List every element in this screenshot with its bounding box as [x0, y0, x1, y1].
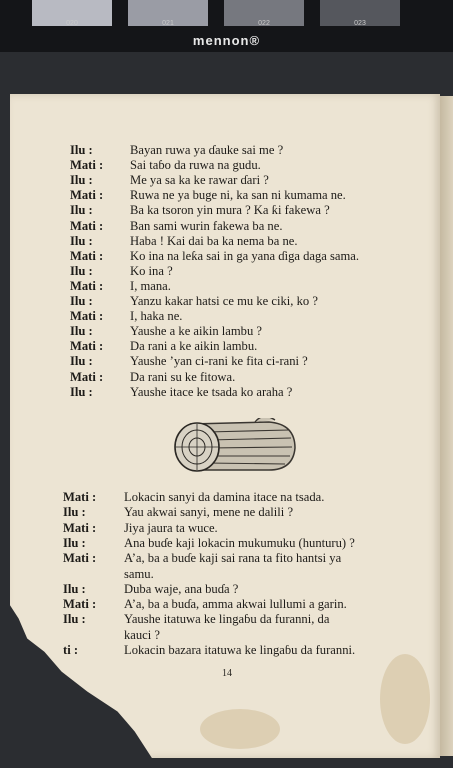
swatch-label-020: 020: [66, 20, 78, 27]
speaker-label: Ilu :: [70, 143, 93, 157]
dialogue-line: Haba ! Kai dai ba ka nema ba ne.: [130, 233, 298, 248]
speaker-label: Ilu :: [63, 612, 86, 627]
speaker-label: Ilu :: [63, 505, 86, 520]
dialogue-line: Bayan ruwa ya ɗauke sai me ?: [130, 143, 284, 157]
dialogue-line: Yaushe itatuwa ke lingaɓu da furanni, da: [124, 612, 330, 627]
water-stain: [200, 709, 280, 749]
speaker-label: ti :: [63, 643, 79, 657]
color-checker-strip: [0, 0, 453, 52]
page-number: 14: [222, 668, 232, 679]
speaker-label: Ilu :: [70, 233, 93, 248]
dialogue-line: A’a, ba a buɗe kaji sai rana ta fito hantsi ya: [124, 551, 342, 566]
dialogue-line: Ana buɗe kaji lokacin mukumuku (hunturu) ?: [124, 535, 355, 550]
speaker-label: Ilu :: [70, 354, 93, 369]
brand-logo: mennon®: [192, 33, 261, 48]
dialogue-line: Yanzu kakar hatsi ce mu ke ciki, ko ?: [130, 294, 318, 308]
dialogue-line: Yaushe a ke aikin lambu ?: [130, 324, 262, 339]
speaker-label: Ilu :: [63, 581, 86, 596]
dialogue-line: I, haka ne.: [130, 309, 183, 324]
speaker-label: Ilu :: [70, 324, 93, 339]
dialogue-line: Da rani su ke fitowa.: [130, 369, 236, 384]
speaker-label: Ilu :: [70, 384, 93, 399]
speaker-label: Mati :: [70, 309, 104, 324]
speaker-label: Mati :: [63, 597, 97, 612]
dialogue-line: Ko ina na leƙa sai in ga yana ɗiga daga sama.: [130, 248, 360, 263]
speaker-label: Ilu :: [70, 294, 93, 308]
speaker-label: Mati :: [63, 520, 97, 535]
dialogue-line: Yaushe ’yan ci-rani ke fita ci-rani ?: [130, 354, 308, 369]
dialogue-line: Ruwa ne ya buge ni, ka san ni kumama ne.: [130, 188, 346, 203]
dialogue-line: Yaushe itace ke tsada ko araha ?: [130, 384, 293, 399]
speaker-label: Mati :: [70, 278, 104, 293]
dialogue-line: Duba waje, ana buɗa ?: [124, 581, 239, 596]
dialogue-line: Yau akwai sanyi, mene ne dalili ?: [124, 505, 294, 520]
dialogue-line: Ban sami wurin fakewa ba ne.: [130, 218, 283, 233]
dialogue-line: Ba ka tsoron yin mura ? Ka ƙi fakewa ?: [130, 203, 330, 218]
dialogue-line: I, mana.: [130, 278, 171, 293]
speaker-label: Mati :: [70, 188, 104, 203]
dialogue-line: Da rani a ke aikin lambu.: [130, 339, 258, 354]
speaker-label: Mati :: [70, 339, 104, 354]
speaker-label: Ilu :: [70, 203, 93, 218]
dialogue-line: Lokacin sanyi da damina itace na tsada.: [124, 490, 325, 504]
speaker-label: Mati :: [70, 158, 104, 173]
speaker-label: Ilu :: [70, 263, 93, 278]
water-stain: [380, 654, 430, 744]
swatch-label-022: 022: [258, 20, 270, 27]
dialogue-line: samu.: [124, 566, 154, 581]
speaker-label: Ilu :: [70, 173, 93, 188]
speaker-label: Mati :: [70, 248, 104, 263]
dialogue-line: kauci ?: [124, 627, 161, 642]
dialogue-line: Me ya sa ka ke rawar ɗari ?: [130, 173, 269, 188]
swatch-label-023: 023: [354, 20, 366, 27]
dialogue-line: Jiya jaura ta wuce.: [124, 520, 218, 535]
speaker-label: Ilu :: [63, 535, 86, 550]
speaker-label: Mati :: [63, 490, 97, 504]
dialogue-line: Ko ina ?: [130, 263, 173, 278]
speaker-label: Mati :: [70, 218, 104, 233]
swatch-label-021: 021: [162, 20, 174, 27]
log-illustration: [171, 418, 299, 474]
speaker-label: Mati :: [63, 551, 97, 566]
dialogue-line: A’a, ba a buɗa, amma akwai lullumi a garin.: [124, 597, 347, 612]
dialogue-line: Sai taɓo da ruwa na gudu.: [130, 158, 261, 173]
speaker-label: Mati :: [70, 369, 104, 384]
dialogue-line: Lokacin bazara itatuwa ke lingaɓu da furanni.: [124, 643, 356, 657]
